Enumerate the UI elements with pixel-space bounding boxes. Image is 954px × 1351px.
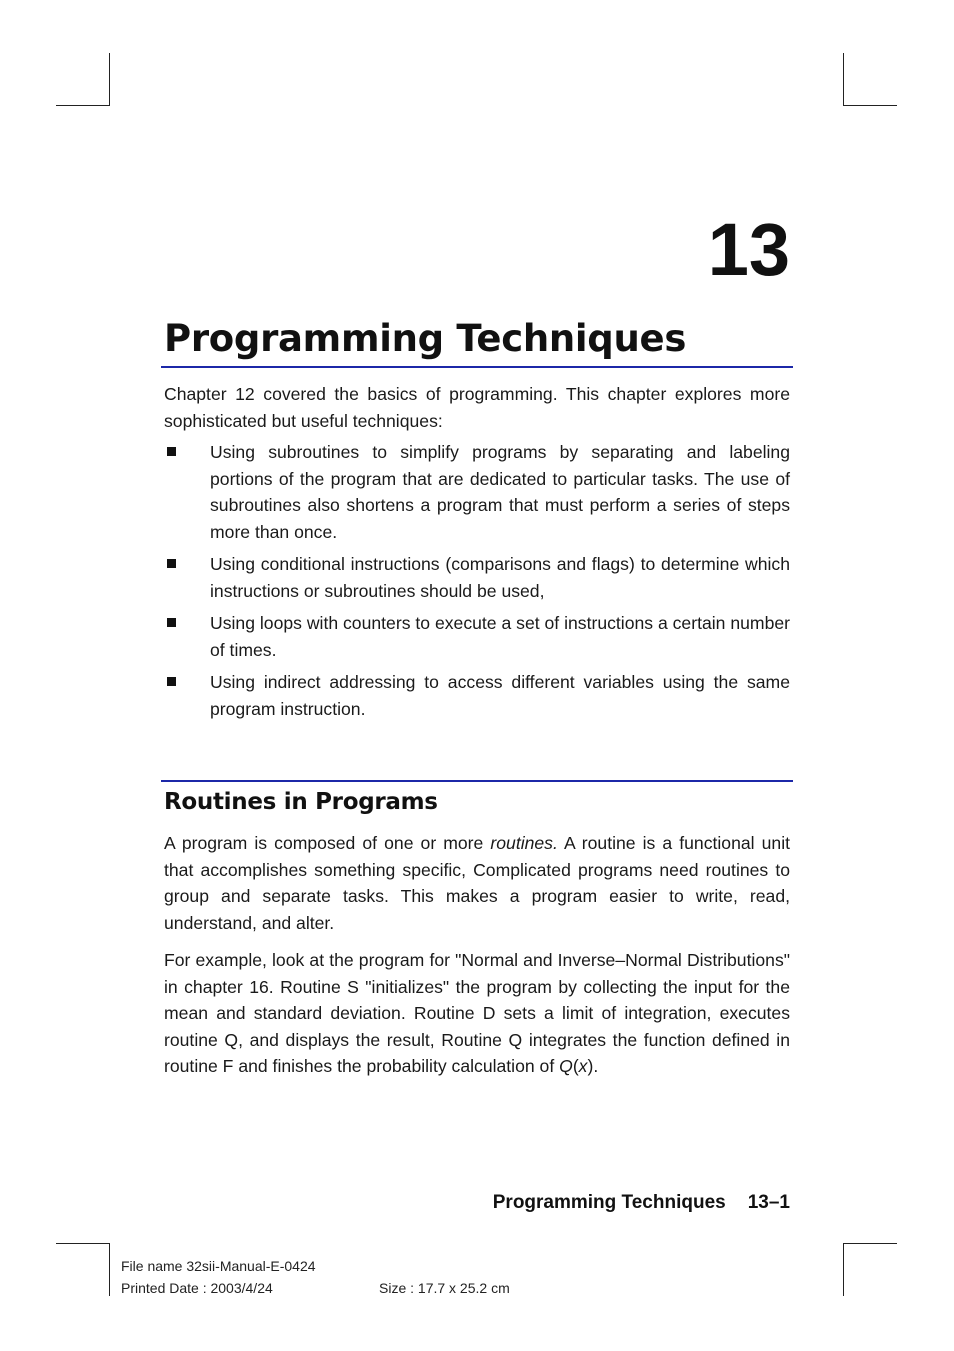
list-item-text: Using indirect addressing to access different variables using the same program instruction. [210, 672, 790, 719]
p2-open-paren: ( [572, 1056, 579, 1076]
p1-text-end: A routine is a functional unit that accomplishes something specific, Complicated programs need routines to group and separate tasks. This makes a program easier to write, read, understand, and alter. [164, 833, 790, 933]
running-footer [493, 1190, 790, 1216]
p2-text: For example, look at the program for "Normal and Inverse–Normal Distributions" in chapter 16. Routine S "initializes" the program by collecting the input for the mean and standard deviation. Routine D sets a limit of integration, executes routine Q, and displays the result, Routine Q integrates the function defined in routine F and finishes the probability calculation of [164, 950, 790, 1076]
list-item [164, 610, 790, 663]
list-item [164, 439, 790, 545]
chapter-title-rule [161, 366, 793, 368]
square-bullet-icon [167, 618, 176, 627]
p1-emphasis: routines. [490, 833, 558, 853]
footer-running-title: Programming Techniques [492, 1192, 726, 1213]
list-item-text: Using loops with counters to execute a set of instructions a certain number of times. [210, 613, 790, 660]
list-item [164, 669, 790, 722]
crop-mark-bottom-right-vertical [843, 1243, 844, 1296]
section-paragraph-1 [164, 830, 790, 936]
p2-close: ). [587, 1056, 599, 1076]
crop-mark-bottom-right-horizontal [843, 1243, 897, 1244]
crop-mark-top-left-vertical [109, 53, 110, 106]
p1-text-start: A program is composed of one or more [164, 833, 491, 853]
section-paragraph-2 [164, 947, 790, 1080]
page-size: Size : 17.7 x 25.2 cm [379, 1280, 510, 1296]
chapter-intro: Chapter 12 covered the basics of programming. This chapter explores more sophisticated but useful techniques: [164, 384, 790, 431]
chapter-title: Programming Techniques [164, 317, 687, 360]
section-title: Routines in Programs [164, 789, 438, 815]
list-item [164, 551, 790, 604]
section-rule [161, 780, 793, 782]
chapter-number: 13 [707, 208, 790, 291]
printed-date: Printed Date : 2003/4/24 [121, 1280, 273, 1296]
crop-mark-top-left-horizontal [56, 105, 110, 106]
square-bullet-icon [167, 559, 176, 568]
list-item-text: Using subroutines to simplify programs by separating and labeling portions of the program that are dedicated to particular tasks. The use of subroutines also shortens a program that must perform a series of steps more than once. [210, 442, 790, 542]
crop-mark-bottom-left-vertical [109, 1243, 110, 1296]
list-item-text: Using conditional instructions (comparisons and flags) to determine which instructions or subroutines should be used, [210, 554, 790, 601]
footer-page-number: 13–1 [747, 1192, 790, 1213]
crop-mark-bottom-left-horizontal [56, 1243, 110, 1244]
file-name: File name 32sii-Manual-E-0424 [121, 1258, 316, 1274]
p2-x-italic: x [578, 1056, 588, 1076]
crop-mark-top-right-vertical [843, 53, 844, 106]
technique-list [164, 439, 790, 728]
p2-q-italic: Q [559, 1056, 573, 1076]
square-bullet-icon [167, 677, 176, 686]
square-bullet-icon [167, 447, 176, 456]
crop-mark-top-right-horizontal [843, 105, 897, 106]
